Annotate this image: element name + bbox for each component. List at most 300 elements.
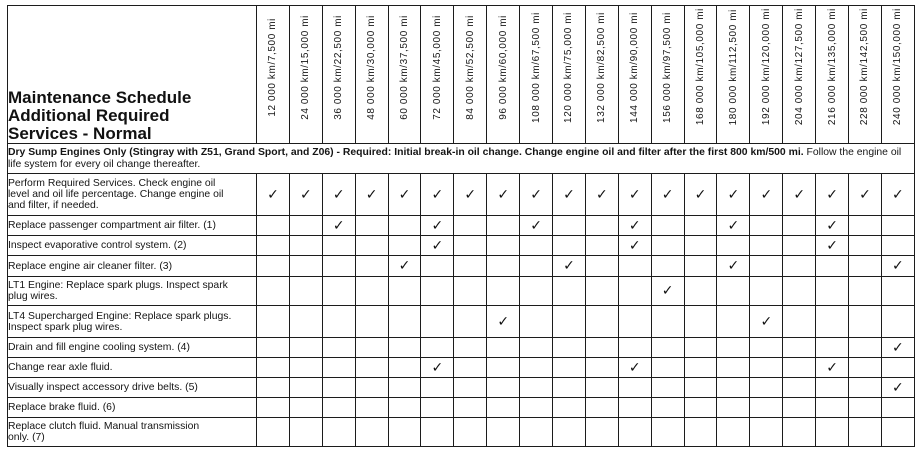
interval-cell bbox=[322, 378, 355, 398]
interval-cell bbox=[355, 256, 388, 277]
interval-cell bbox=[783, 256, 816, 277]
interval-cell bbox=[618, 338, 651, 358]
interval-header bbox=[849, 6, 882, 144]
interval-cell bbox=[388, 216, 421, 236]
interval-cell bbox=[553, 418, 586, 447]
service-row bbox=[8, 338, 915, 358]
interval-cell bbox=[421, 398, 454, 418]
interval-cell bbox=[849, 174, 882, 216]
check-mark-icon: ✓ bbox=[595, 186, 608, 203]
interval-label: 84 000 km/52,500 mi bbox=[464, 14, 476, 120]
check-mark-icon: ✓ bbox=[793, 186, 806, 203]
interval-cell bbox=[388, 378, 421, 398]
interval-cell bbox=[355, 338, 388, 358]
interval-cell bbox=[618, 216, 651, 236]
interval-cell bbox=[289, 398, 322, 418]
interval-cell bbox=[553, 398, 586, 418]
interval-cell bbox=[289, 378, 322, 398]
interval-cell bbox=[684, 358, 717, 378]
service-label-line: Perform Required Services. Check engine oil bbox=[8, 178, 216, 189]
interval-cell bbox=[421, 277, 454, 306]
interval-header bbox=[783, 6, 816, 144]
service-label-line: LT1 Engine: Replace spark plugs. Inspect spark bbox=[8, 280, 228, 291]
check-mark-icon: ✓ bbox=[628, 359, 641, 376]
interval-label: 168 000 km/105,000 mi bbox=[695, 8, 707, 126]
interval-cell bbox=[816, 306, 849, 338]
check-mark-icon: ✓ bbox=[563, 258, 575, 274]
interval-cell bbox=[487, 378, 520, 398]
interval-cell bbox=[454, 216, 487, 236]
dry-sump-note-row bbox=[8, 144, 915, 174]
interval-cell bbox=[289, 338, 322, 358]
interval-cell bbox=[585, 398, 618, 418]
interval-label-wrap bbox=[652, 6, 684, 128]
interval-header bbox=[585, 6, 618, 144]
interval-cell bbox=[322, 338, 355, 358]
interval-label: 192 000 km/120,000 mi bbox=[760, 8, 772, 126]
check-mark-icon: ✓ bbox=[628, 217, 641, 234]
interval-cell bbox=[881, 174, 914, 216]
interval-cell bbox=[355, 174, 388, 216]
interval-cell bbox=[816, 358, 849, 378]
interval-cell bbox=[849, 358, 882, 378]
interval-cell bbox=[487, 174, 520, 216]
interval-cell bbox=[421, 358, 454, 378]
interval-cell bbox=[553, 236, 586, 256]
interval-cell bbox=[717, 306, 750, 338]
check-mark-icon: ✓ bbox=[398, 186, 411, 203]
maintenance-schedule-table bbox=[7, 5, 915, 447]
interval-cell bbox=[816, 378, 849, 398]
interval-cell bbox=[750, 418, 783, 447]
interval-cell bbox=[816, 277, 849, 306]
check-mark-icon: ✓ bbox=[431, 186, 444, 203]
interval-cell bbox=[520, 358, 553, 378]
service-label-line: and filter, if needed. bbox=[8, 200, 99, 211]
interval-cell bbox=[881, 236, 914, 256]
interval-cell bbox=[618, 236, 651, 256]
interval-label: 48 000 km/30,000 mi bbox=[366, 14, 378, 120]
service-row bbox=[8, 216, 915, 236]
interval-cell bbox=[421, 236, 454, 256]
check-mark-icon: ✓ bbox=[760, 313, 773, 330]
interval-cell bbox=[750, 378, 783, 398]
interval-label-wrap bbox=[257, 6, 289, 128]
interval-cell bbox=[553, 378, 586, 398]
interval-cell bbox=[257, 398, 290, 418]
interval-cell bbox=[816, 236, 849, 256]
interval-cell bbox=[684, 256, 717, 277]
interval-cell bbox=[585, 378, 618, 398]
interval-cell bbox=[487, 236, 520, 256]
interval-cell bbox=[388, 174, 421, 216]
service-label-line: Replace brake fluid. (6) bbox=[8, 402, 116, 413]
service-row bbox=[8, 378, 915, 398]
interval-cell bbox=[487, 277, 520, 306]
interval-cell bbox=[585, 306, 618, 338]
interval-cell bbox=[651, 378, 684, 398]
service-row bbox=[8, 398, 915, 418]
interval-cell bbox=[684, 418, 717, 447]
interval-cell bbox=[553, 358, 586, 378]
interval-cell bbox=[553, 216, 586, 236]
interval-cell bbox=[881, 216, 914, 236]
interval-cell bbox=[783, 277, 816, 306]
interval-header bbox=[684, 6, 717, 144]
check-mark-icon: ✓ bbox=[299, 186, 312, 203]
interval-cell bbox=[257, 256, 290, 277]
schedule-title-line: Services - Normal bbox=[8, 124, 152, 143]
interval-header bbox=[322, 6, 355, 144]
check-mark-icon: ✓ bbox=[826, 237, 838, 254]
interval-label: 72 000 km/45,000 mi bbox=[431, 14, 443, 120]
interval-cell bbox=[454, 306, 487, 338]
header-row bbox=[8, 6, 915, 144]
interval-cell bbox=[651, 418, 684, 447]
interval-label-wrap bbox=[553, 6, 585, 128]
interval-label: 180 000 km/112,500 mi bbox=[727, 8, 739, 126]
interval-cell bbox=[717, 216, 750, 236]
interval-cell bbox=[388, 358, 421, 378]
service-label-line: Inspect spark plug wires. bbox=[8, 321, 123, 333]
interval-header bbox=[553, 6, 586, 144]
interval-cell bbox=[849, 306, 882, 338]
interval-cell bbox=[717, 174, 750, 216]
interval-cell bbox=[651, 216, 684, 236]
interval-header bbox=[816, 6, 849, 144]
interval-header bbox=[388, 6, 421, 144]
interval-cell bbox=[717, 358, 750, 378]
interval-cell bbox=[816, 174, 849, 216]
interval-cell bbox=[585, 338, 618, 358]
check-mark-icon: ✓ bbox=[530, 186, 542, 203]
interval-cell bbox=[816, 398, 849, 418]
service-row bbox=[8, 256, 915, 277]
interval-cell bbox=[849, 236, 882, 256]
note-section bbox=[8, 144, 915, 174]
interval-cell bbox=[454, 338, 487, 358]
interval-cell bbox=[454, 398, 487, 418]
interval-cell bbox=[520, 306, 553, 338]
check-mark-icon: ✓ bbox=[332, 217, 345, 234]
dry-sump-note-followup: Follow the engine oil life system for every oil change thereafter. bbox=[8, 147, 902, 170]
interval-cell bbox=[421, 256, 454, 277]
interval-label-wrap bbox=[619, 6, 651, 128]
check-mark-icon: ✓ bbox=[826, 359, 838, 376]
interval-label: 144 000 km/90,000 mi bbox=[629, 11, 641, 123]
interval-cell bbox=[717, 398, 750, 418]
interval-cell bbox=[618, 358, 651, 378]
interval-cell bbox=[257, 358, 290, 378]
interval-cell bbox=[520, 256, 553, 277]
interval-cell bbox=[487, 398, 520, 418]
interval-label-wrap bbox=[783, 6, 815, 128]
check-mark-icon: ✓ bbox=[727, 186, 740, 203]
interval-cell bbox=[322, 216, 355, 236]
service-label bbox=[8, 216, 257, 236]
dry-sump-note bbox=[8, 144, 915, 174]
interval-cell bbox=[816, 418, 849, 447]
interval-label-wrap bbox=[816, 6, 848, 128]
interval-cell bbox=[520, 236, 553, 256]
check-mark-icon: ✓ bbox=[332, 186, 345, 203]
interval-label: 120 000 km/75,000 mi bbox=[563, 11, 575, 123]
interval-label: 96 000 km/60,000 mi bbox=[497, 14, 509, 120]
interval-label-wrap bbox=[421, 6, 453, 128]
interval-label: 108 000 km/67,500 mi bbox=[530, 11, 542, 123]
interval-label-wrap bbox=[586, 6, 618, 128]
interval-cell bbox=[520, 216, 553, 236]
interval-header bbox=[651, 6, 684, 144]
interval-cell bbox=[454, 256, 487, 277]
interval-cell bbox=[322, 398, 355, 418]
interval-cell bbox=[750, 306, 783, 338]
interval-cell bbox=[816, 216, 849, 236]
interval-header bbox=[289, 6, 322, 144]
service-label bbox=[8, 398, 257, 418]
interval-cell bbox=[355, 358, 388, 378]
check-mark-icon: ✓ bbox=[727, 217, 740, 234]
check-mark-icon: ✓ bbox=[661, 283, 674, 299]
interval-cell bbox=[487, 358, 520, 378]
check-mark-icon: ✓ bbox=[365, 186, 378, 203]
service-label-line: Replace engine air cleaner filter. (3) bbox=[8, 260, 173, 272]
interval-cell bbox=[487, 418, 520, 447]
interval-cell bbox=[881, 358, 914, 378]
service-label-line: Replace clutch fluid. Manual transmission bbox=[8, 421, 200, 432]
interval-cell bbox=[849, 398, 882, 418]
interval-label-wrap bbox=[454, 6, 486, 128]
interval-cell bbox=[684, 378, 717, 398]
interval-cell bbox=[553, 338, 586, 358]
service-label bbox=[8, 358, 257, 378]
interval-cell bbox=[783, 306, 816, 338]
interval-header bbox=[520, 6, 553, 144]
interval-cell bbox=[783, 174, 816, 216]
service-row bbox=[8, 277, 915, 306]
interval-cell bbox=[881, 378, 914, 398]
interval-cell bbox=[454, 174, 487, 216]
interval-cell bbox=[257, 277, 290, 306]
interval-cell bbox=[257, 378, 290, 398]
interval-cell bbox=[717, 418, 750, 447]
schedule-title-line: Maintenance Schedule bbox=[8, 88, 192, 107]
interval-cell bbox=[388, 256, 421, 277]
interval-label-wrap bbox=[882, 6, 914, 128]
interval-cell bbox=[618, 256, 651, 277]
interval-cell bbox=[289, 418, 322, 447]
interval-cell bbox=[520, 418, 553, 447]
interval-cell bbox=[585, 358, 618, 378]
service-label bbox=[8, 306, 257, 338]
interval-label-wrap bbox=[520, 6, 552, 128]
interval-label: 60 000 km/37,500 mi bbox=[399, 14, 410, 120]
interval-cell bbox=[487, 306, 520, 338]
check-mark-icon: ✓ bbox=[892, 258, 904, 274]
interval-cell bbox=[783, 358, 816, 378]
interval-header bbox=[881, 6, 914, 144]
interval-cell bbox=[454, 378, 487, 398]
interval-header bbox=[750, 6, 783, 144]
interval-label: 240 000 km/150,000 mi bbox=[892, 8, 904, 126]
interval-cell bbox=[553, 256, 586, 277]
interval-cell bbox=[520, 378, 553, 398]
service-label-line: Inspect evaporative control system. (2) bbox=[8, 240, 187, 251]
check-mark-icon: ✓ bbox=[431, 359, 444, 376]
interval-cell bbox=[783, 378, 816, 398]
interval-label-wrap bbox=[717, 6, 749, 128]
interval-cell bbox=[355, 418, 388, 447]
interval-label-wrap bbox=[356, 6, 388, 128]
interval-cell bbox=[750, 338, 783, 358]
interval-label: 204 000 km/127,500 mi bbox=[793, 8, 805, 126]
interval-cell bbox=[717, 338, 750, 358]
interval-cell bbox=[289, 277, 322, 306]
interval-cell bbox=[816, 256, 849, 277]
interval-label-wrap bbox=[389, 6, 421, 128]
service-row bbox=[8, 358, 915, 378]
interval-cell bbox=[289, 358, 322, 378]
interval-cell bbox=[684, 236, 717, 256]
interval-cell bbox=[585, 277, 618, 306]
interval-header bbox=[487, 6, 520, 144]
interval-cell bbox=[289, 216, 322, 236]
interval-cell bbox=[684, 398, 717, 418]
interval-cell bbox=[651, 358, 684, 378]
check-mark-icon: ✓ bbox=[628, 237, 641, 254]
interval-cell bbox=[783, 398, 816, 418]
interval-cell bbox=[322, 236, 355, 256]
interval-cell bbox=[684, 277, 717, 306]
interval-cell bbox=[651, 277, 684, 306]
interval-label: 12 000 km/7,500 mi bbox=[267, 17, 279, 117]
interval-cell bbox=[421, 418, 454, 447]
interval-cell bbox=[322, 418, 355, 447]
service-row bbox=[8, 306, 915, 338]
interval-label: 24 000 km/15,000 mi bbox=[300, 14, 312, 120]
service-label bbox=[8, 174, 257, 216]
interval-cell bbox=[585, 418, 618, 447]
interval-label-wrap bbox=[750, 6, 782, 128]
check-mark-icon: ✓ bbox=[628, 186, 641, 203]
check-mark-icon: ✓ bbox=[497, 186, 510, 203]
service-label bbox=[8, 256, 257, 277]
interval-header bbox=[618, 6, 651, 144]
schedule-title-line: Additional Required bbox=[8, 106, 170, 125]
interval-cell bbox=[520, 277, 553, 306]
interval-cell bbox=[816, 338, 849, 358]
service-rows bbox=[8, 174, 915, 447]
interval-header bbox=[355, 6, 388, 144]
interval-cell bbox=[553, 277, 586, 306]
interval-cell bbox=[849, 216, 882, 236]
interval-cell bbox=[849, 378, 882, 398]
interval-cell bbox=[585, 256, 618, 277]
interval-cell bbox=[618, 398, 651, 418]
interval-cell bbox=[454, 358, 487, 378]
interval-label: 156 000 km/97,500 mi bbox=[662, 11, 674, 123]
service-label-line: Drain and fill engine cooling system. (4) bbox=[8, 342, 190, 353]
service-label bbox=[8, 338, 257, 358]
interval-cell bbox=[750, 398, 783, 418]
interval-cell bbox=[717, 277, 750, 306]
interval-cell bbox=[717, 256, 750, 277]
check-mark-icon: ✓ bbox=[760, 186, 773, 203]
interval-header bbox=[421, 6, 454, 144]
interval-cell bbox=[257, 236, 290, 256]
schedule-title-cell bbox=[8, 6, 257, 144]
interval-cell bbox=[289, 236, 322, 256]
interval-label: 216 000 km/135,000 mi bbox=[826, 8, 838, 126]
interval-cell bbox=[388, 306, 421, 338]
interval-cell bbox=[750, 174, 783, 216]
interval-cell bbox=[322, 174, 355, 216]
interval-cell bbox=[454, 236, 487, 256]
interval-cell bbox=[421, 378, 454, 398]
interval-cell bbox=[717, 378, 750, 398]
interval-cell bbox=[322, 358, 355, 378]
interval-cell bbox=[684, 216, 717, 236]
interval-cell bbox=[421, 216, 454, 236]
interval-label-wrap bbox=[290, 6, 322, 128]
interval-cell bbox=[585, 216, 618, 236]
service-label bbox=[8, 378, 257, 398]
interval-cell bbox=[388, 398, 421, 418]
interval-header bbox=[257, 6, 290, 144]
interval-cell bbox=[388, 277, 421, 306]
service-row bbox=[8, 236, 915, 256]
interval-cell bbox=[881, 418, 914, 447]
interval-cell bbox=[717, 236, 750, 256]
interval-cell bbox=[651, 174, 684, 216]
interval-cell bbox=[684, 338, 717, 358]
interval-cell bbox=[618, 306, 651, 338]
check-mark-icon: ✓ bbox=[826, 186, 838, 203]
check-mark-icon: ✓ bbox=[892, 186, 904, 203]
interval-header bbox=[717, 6, 750, 144]
interval-cell bbox=[849, 338, 882, 358]
interval-cell bbox=[585, 174, 618, 216]
interval-cell bbox=[257, 216, 290, 236]
interval-cell bbox=[322, 306, 355, 338]
interval-cell bbox=[783, 418, 816, 447]
interval-cell bbox=[651, 338, 684, 358]
interval-cell bbox=[553, 174, 586, 216]
service-row bbox=[8, 418, 915, 447]
interval-cell bbox=[881, 338, 914, 358]
interval-label: 132 000 km/82,500 mi bbox=[596, 11, 608, 123]
check-mark-icon: ✓ bbox=[398, 258, 411, 274]
interval-cell bbox=[355, 216, 388, 236]
check-mark-icon: ✓ bbox=[497, 313, 510, 330]
interval-cell bbox=[355, 306, 388, 338]
interval-cell bbox=[388, 236, 421, 256]
interval-cell bbox=[355, 277, 388, 306]
check-mark-icon: ✓ bbox=[431, 217, 444, 234]
service-label-line: Replace passenger compartment air filter. (1) bbox=[8, 220, 216, 231]
interval-cell bbox=[849, 418, 882, 447]
check-mark-icon: ✓ bbox=[826, 217, 838, 234]
service-label-line: Change rear axle fluid. bbox=[8, 362, 113, 373]
check-mark-icon: ✓ bbox=[464, 186, 477, 203]
interval-cell bbox=[257, 174, 290, 216]
interval-label-wrap bbox=[849, 6, 881, 128]
interval-cell bbox=[487, 338, 520, 358]
check-mark-icon: ✓ bbox=[563, 186, 575, 203]
interval-cell bbox=[881, 306, 914, 338]
interval-cell bbox=[421, 174, 454, 216]
dry-sump-note-required: Dry Sump Engines Only (Stingray with Z51, Grand Sport, and Z06) - Required: Initial break-in oil change. Change engine oil and filter after the first 800 km/500 mi. bbox=[8, 147, 804, 158]
